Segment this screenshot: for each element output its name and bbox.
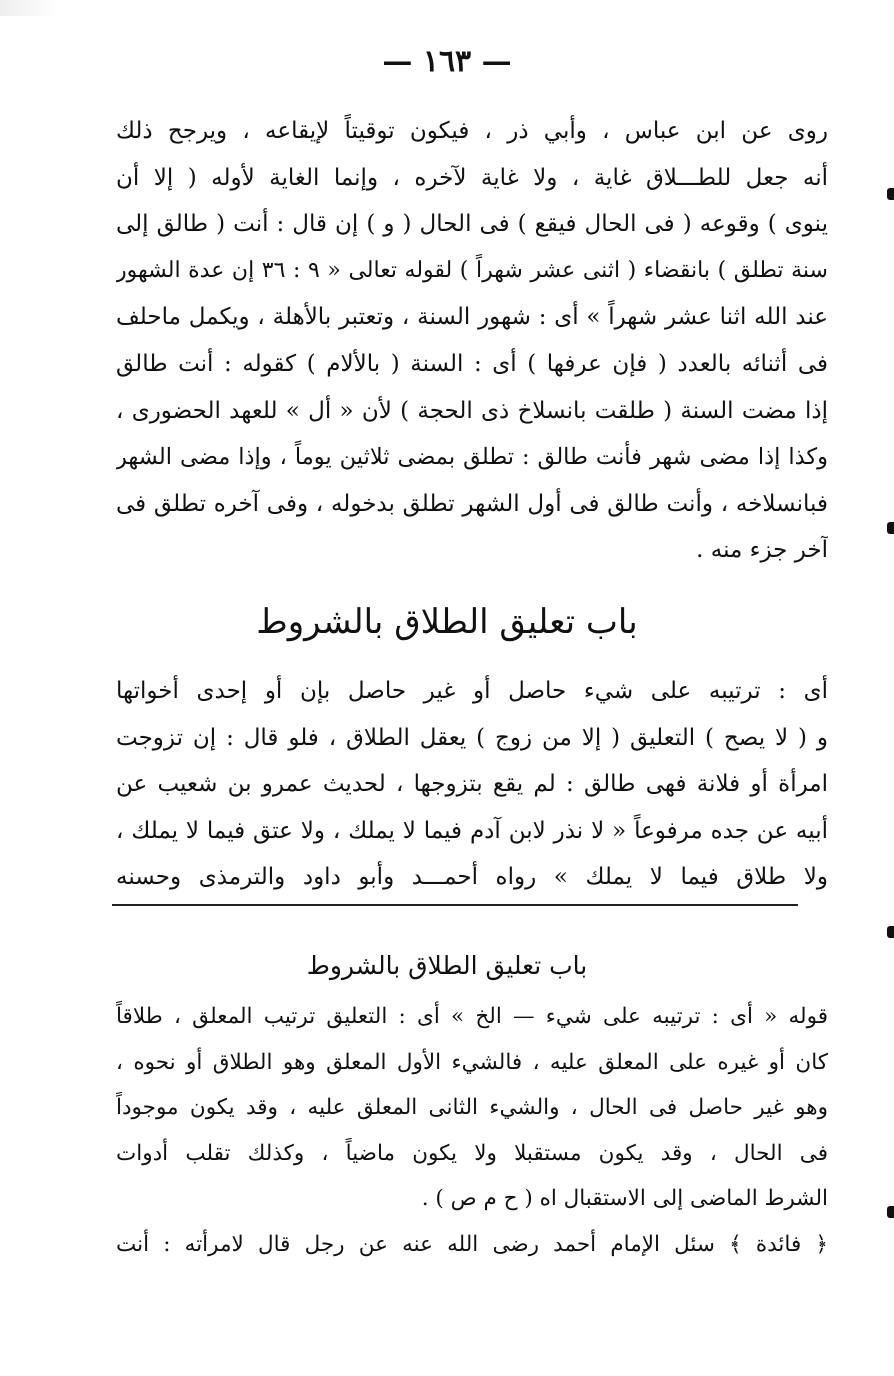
top-text-block: [116, 108, 828, 574]
page-edge-mark: [887, 522, 894, 534]
section-heading: باب تعليق الطلاق بالشروط: [256, 602, 638, 642]
text-line: الشرط الماضى إلى الاستقبال اه ( ح م ص ) .: [421, 1186, 828, 1212]
page-number: — ١٦٣ —: [382, 44, 512, 79]
text-line: أنه جعل للطـــلاق غاية ، ولا غاية لآخره ، وإنما الغاية لأوله ( إلا أن: [116, 164, 828, 191]
text-line: فى الحال ، وقد يكون مستقبلا ولا يكون ماضياً ، وكذلك تقلب أدوات: [116, 1140, 828, 1166]
text-line: وهو غير حاصل فى الحال ، والشيء الثانى المعلق عليه ، وقد يكون موجوداً: [116, 1095, 828, 1121]
page-edge-mark: [887, 1206, 894, 1218]
text-line: روى عن ابن عباس ، وأبي ذر ، فيكون توقيتاً لإيقاعه ، ويرجح ذلك: [116, 118, 828, 144]
footnote-text-block: [116, 994, 828, 1268]
footnote-divider: [112, 904, 798, 906]
text-line: فى أثنائه بالعدد ( فإن عرفها ) أى : السنة ( بالألام ) كقوله : أنت طالق: [116, 350, 828, 377]
text-line: و ( لا يصح ) التعليق ( إلا من زوج ) يعقل الطلاق ، فلو قال : إن تزوجت: [116, 724, 828, 751]
scan-smudge: [0, 0, 60, 16]
text-line: كان أو غيره على المعلق عليه ، فالشيء الأول المعلق وهو الطلاق أو نحوه ،: [116, 1049, 828, 1075]
text-line: سنة تطلق ) بانقضاء ( اثنى عشر شهراً ) لقوله تعالى « ٩ : ٣٦ إن عدة الشهور: [116, 257, 828, 283]
text-line: وكذا إذا مضى شهر فأنت طالق : تطلق بمضى ثلاثين يوماً ، وإذا مضى الشهر: [116, 444, 828, 471]
text-line: ﴿ فائدة ﴾ سئل الإمام أحمد رضى الله عنه عن رجل قال لامرأته : أنت: [116, 1231, 828, 1257]
text-line: امرأة أو فلانة فهى طالق : لم يقع بتزوجها ، لحديث عمرو بن شعيب عن: [116, 771, 828, 798]
text-line: أبيه عن جده مرفوعاً « لا نذر لابن آدم فيما لا يملك ، ولا عتق فيما لا يملك ،: [116, 817, 828, 844]
text-line: عند الله اثنا عشر شهراً » أى : شهور السنة ، وتعتبر بالأهلة ، ويكمل ماحلف: [116, 304, 828, 331]
page-edge-mark: [887, 188, 894, 200]
main-text-block: [116, 668, 828, 901]
text-line: قوله « أى : ترتيبه على شيء — الخ » أى : التعليق ترتيب المعلق ، طلاقاً: [116, 1004, 828, 1029]
page-edge-mark: [887, 926, 894, 938]
text-line: أى : ترتيبه على شيء حاصل أو غير حاصل بإن أو إحدى أخواتها: [116, 678, 828, 704]
text-line: ولا طلاق فيما لا يملك » رواه أحمـــد وأبو داود والترمذى وحسنه: [116, 864, 828, 891]
text-line: ينوى ) وقوعه ( فى الحال فيقع ) فى الحال ( و ) إن قال : أنت ( طالق إلى: [116, 211, 828, 238]
footnote-heading: باب تعليق الطلاق بالشروط: [306, 951, 588, 980]
text-line: آخر جزء منه .: [696, 537, 828, 564]
text-line: إذا مضت السنة ( طلقت بانسلاخ ذى الحجة ) لأن « أل » للعهد الحضورى ،: [116, 397, 828, 424]
text-line: فبانسلاخه ، وأنت طالق فى أول الشهر تطلق بدخوله ، وفى آخره تطلق فى: [116, 490, 828, 517]
